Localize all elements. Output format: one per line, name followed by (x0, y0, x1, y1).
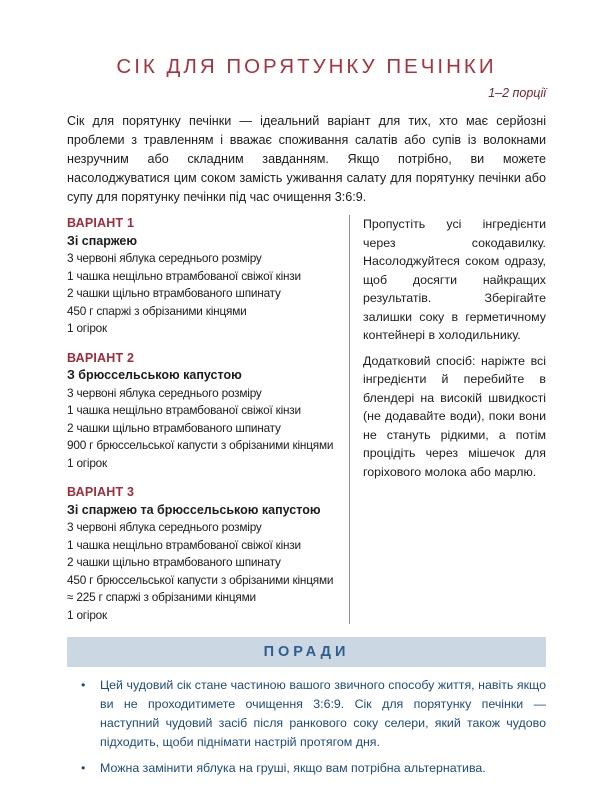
variant-heading: ВАРІАНТ 3 (67, 485, 135, 499)
ingredients-column (67, 215, 349, 624)
variant-section-3 (67, 484, 349, 624)
ingredient-line: 450 г брюссельської капусти з обрізаними кінцями (67, 572, 334, 587)
ingredient-line: 1 огірок (67, 321, 108, 335)
variant-subtitle: Зі спаржею та брюссельською капустою (67, 502, 321, 517)
ingredient-line: 1 чашка нещільно втрамбованої свіжої кінзи (67, 537, 301, 552)
ingredient-line: 2 чашки щільно втрамбованого шпинату (67, 420, 281, 435)
variant-subtitle: Зі спаржею (67, 233, 138, 248)
variant-heading: ВАРІАНТ 2 (67, 350, 135, 365)
ingredient-line: 2 чашки щільно втрамбованого шпинату (67, 286, 281, 300)
directions-paragraph: Додатковий спосіб: наріжте всі інгредієнти й перебийте в блендері на високій швидкості (не додавайте води), поки вони не стануть рідкими, а потім процідіть через мішечок для горіхового молока або марлю. (363, 353, 546, 479)
ingredient-line: 2 чашки щільно втрамбованого шпинату (67, 555, 281, 569)
tip-text: Можна замінити яблука на груші, якщо вам потрібна альтернатива. (100, 761, 486, 775)
intro-paragraph: Сік для порятунку печінки — ідеальний варіант для тих, хто має серйозні проблеми з травленням і вважає споживання салатів або супів із волокнами незручним або складним завданням. Якщо потрібно, ви можете насолоджуватися цим соком замість уживання салату для порятунку печінки або супу для порятунку печінки під час очищення 3:6:9. (67, 114, 546, 204)
directions-paragraph: Пропустіть усі інгредієнти через сокодавилку. Насолоджуйтеся соком одразу, щоб досягти найкращих результатів. Зберігайте залишки соку в герметичному контейнері в холодильнику. (363, 217, 546, 342)
tips-heading: ПОРАДИ (263, 644, 350, 660)
variant-section-1 (67, 215, 349, 338)
tip-item (67, 676, 546, 752)
ingredient-line: 450 г спаржі з обрізаними кінцями (67, 303, 247, 318)
ingredient-line: 1 огірок (67, 455, 108, 470)
ingredient-line: ≈ 225 г спаржі з обрізаними кінцями (67, 590, 256, 604)
ingredient-line: 3 червоні яблука середнього розміру (67, 385, 262, 400)
bullet-icon: • (81, 761, 86, 775)
page-title: СІК ДЛЯ ПОРЯТУНКУ ПЕЧІНКИ (116, 55, 497, 78)
ingredient-line: 900 г брюссельської капусти з обрізаними кінцями (67, 438, 334, 452)
variant-heading: ВАРІАНТ 1 (67, 216, 135, 230)
ingredient-line: 1 огірок (67, 607, 108, 622)
directions-column (350, 215, 546, 624)
tip-text: Цей чудовий сік стане частиною вашого звичного способу життя, навіть якщо ви не проходитимете очищення 3:6:9. Сік для порятунку печінки — наступний чудовий засіб після ранкового соку селери, який також чудово підходить, щоби піднімати настрій протягом дня. (100, 678, 546, 749)
ingredient-line: 1 чашка нещільно втрамбованої свіжої кінзи (67, 403, 301, 417)
ingredient-line: 1 чашка нещільно втрамбованої свіжої кінзи (67, 268, 301, 283)
tips-list (67, 676, 546, 778)
variant-subtitle: З брюссельською капустою (67, 368, 242, 382)
ingredient-line: 3 червоні яблука середнього розміру (67, 251, 262, 265)
bullet-icon: • (81, 678, 86, 692)
recipe-columns (67, 215, 546, 624)
tips-header-band (67, 637, 546, 667)
servings-label: 1–2 порції (488, 86, 546, 100)
variant-section-2 (67, 350, 349, 473)
tip-item (67, 759, 546, 778)
ingredient-line: 3 червоні яблука середнього розміру (67, 520, 262, 534)
